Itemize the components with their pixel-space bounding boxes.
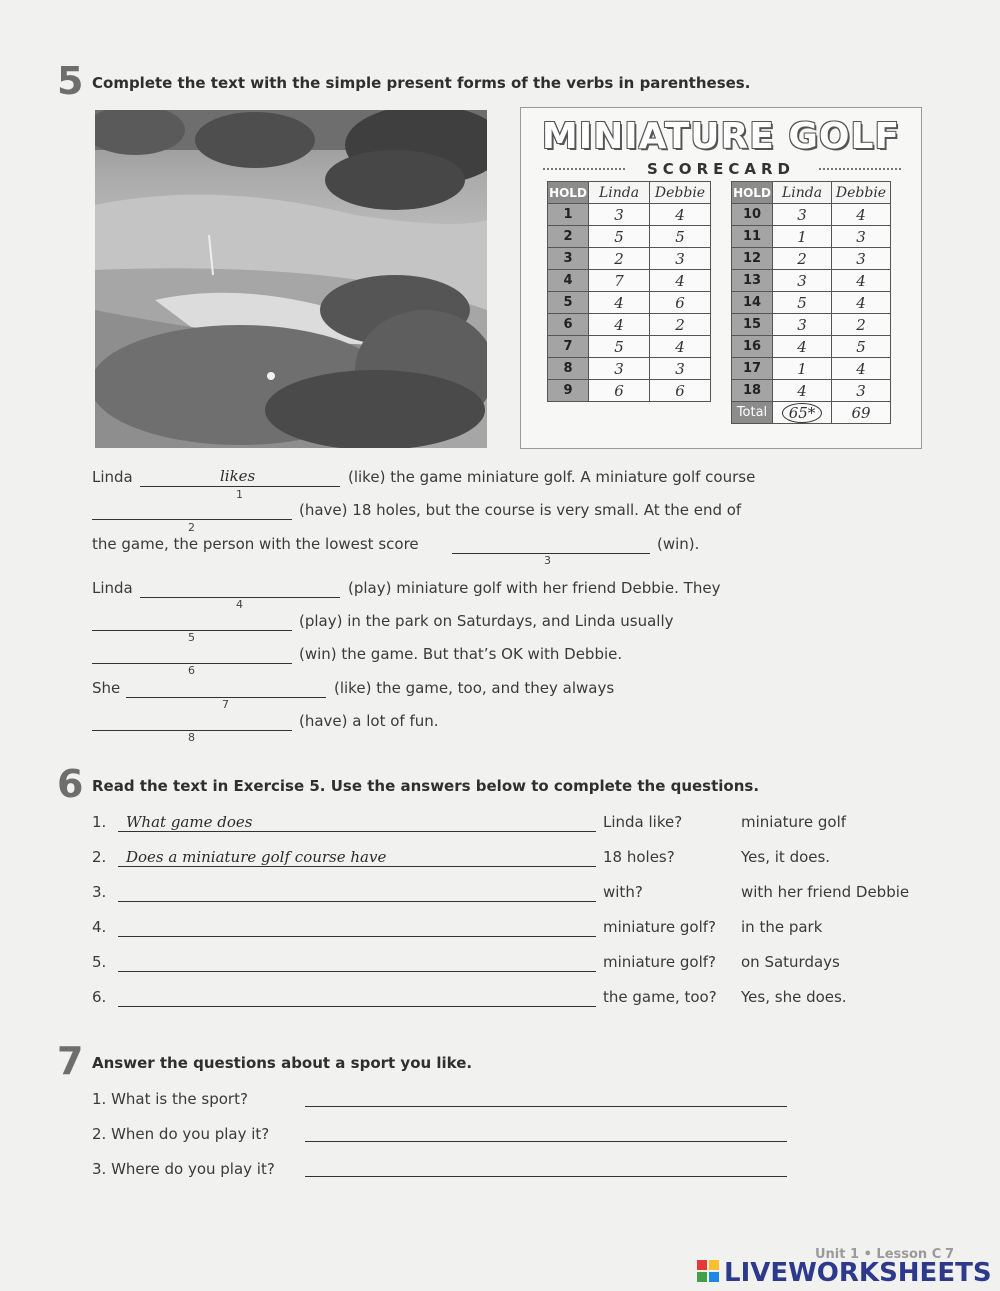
question-blank-5[interactable] (118, 971, 596, 972)
scorecard-table-right (731, 181, 891, 424)
question-answer-2: Does a miniature golf course have (126, 848, 387, 866)
blank-number: 5 (188, 631, 195, 644)
answer-cue: on Saturdays (741, 953, 840, 971)
mini-golf-photo (95, 110, 487, 448)
page-reference: Unit 1 • Lesson C (815, 1247, 942, 1262)
blank-number: 6 (188, 664, 195, 677)
question-end: Linda like? (603, 813, 683, 831)
ex5-text: Linda (92, 579, 133, 597)
sport-answer-2[interactable] (305, 1141, 787, 1142)
header-hold: HOLD (548, 182, 589, 204)
ex5-text: the game, the person with the lowest score (92, 535, 419, 553)
liveworksheets-logo: LIVEWORKSHEETS (724, 1258, 992, 1288)
exercise-7-number: 7 (57, 1039, 84, 1083)
table-row: 4 7 4 (548, 270, 711, 292)
question-end: miniature golf? (603, 953, 716, 971)
table-row: 18 4 3 (732, 380, 891, 402)
ex5-text: She (92, 679, 121, 697)
answer-cue: miniature golf (741, 813, 847, 831)
answer-cue: with her friend Debbie (741, 883, 910, 901)
header-hold: HOLD (732, 182, 773, 204)
table-row: 15 3 2 (732, 314, 891, 336)
exercise-5-instruction: Complete the text with the simple present forms of the verbs in parentheses. (92, 74, 751, 92)
total-debbie: 69 (832, 402, 891, 424)
item-number: 6. (92, 988, 107, 1006)
ex5-text: (win) the game. But that’s OK with Debbie. (299, 645, 623, 663)
question-end: the game, too? (603, 988, 717, 1006)
table-row: 17 1 4 (732, 358, 891, 380)
question-blank-3[interactable] (118, 901, 596, 902)
header-linda: Linda (773, 182, 832, 204)
scorecard-table-left (547, 181, 711, 402)
blank-number: 2 (188, 521, 195, 534)
table-row: 10 3 4 (732, 204, 891, 226)
page-number: 7 (945, 1247, 955, 1262)
table-row: 9 6 6 (548, 380, 711, 402)
item-number: 3. (92, 883, 107, 901)
header-debbie: Debbie (650, 182, 711, 204)
blank-number: 3 (544, 554, 551, 567)
scorecard-title: MINIATURE GOLF (541, 116, 901, 157)
sport-answer-1[interactable] (305, 1106, 787, 1107)
scorecard (520, 107, 922, 449)
ex5-text: (have) 18 holes, but the course is very small. At the end of (299, 501, 742, 519)
blank-number: 7 (222, 698, 229, 711)
table-row: 5 4 6 (548, 292, 711, 314)
blank-number: 1 (236, 488, 243, 501)
table-row: 2 5 5 (548, 226, 711, 248)
table-row: 16 4 5 (732, 336, 891, 358)
answer-blank-2[interactable] (92, 519, 292, 520)
exercise-5-number: 5 (57, 59, 84, 103)
answer-blank-1[interactable] (140, 486, 340, 487)
item-number: 1. (92, 813, 107, 831)
table-row: 11 1 3 (732, 226, 891, 248)
total-row (732, 402, 891, 424)
table-row: 3 2 3 (548, 248, 711, 270)
item-number: 2. (92, 848, 107, 866)
sport-answer-3[interactable] (305, 1176, 787, 1177)
header-linda: Linda (589, 182, 650, 204)
answer-cue: Yes, it does. (741, 848, 831, 866)
table-row: 12 2 3 (732, 248, 891, 270)
ex5-text: (play) in the park on Saturdays, and Linda usually (299, 612, 674, 630)
total-label: Total (732, 402, 773, 424)
question-blank-2[interactable] (118, 866, 596, 867)
question-blank-4[interactable] (118, 936, 596, 937)
table-row: 7 5 4 (548, 336, 711, 358)
exercise-6-number: 6 (57, 762, 84, 806)
answer-blank-3[interactable] (452, 553, 650, 554)
ex5-text: (like) the game miniature golf. A miniature golf course (348, 468, 756, 486)
question-end: with? (603, 883, 643, 901)
answer-1: likes (220, 467, 256, 485)
table-row: 8 3 3 (548, 358, 711, 380)
question-end: 18 holes? (603, 848, 675, 866)
answer-cue: Yes, she does. (741, 988, 847, 1006)
sport-question-2: 2. When do you play it? (92, 1125, 270, 1143)
blank-number: 4 (236, 598, 243, 611)
table-row: 6 4 2 (548, 314, 711, 336)
question-end: miniature golf? (603, 918, 716, 936)
blank-number: 8 (188, 731, 195, 744)
ex5-text: Linda (92, 468, 133, 486)
liveworksheets-logo-icon (697, 1260, 719, 1282)
table-row: 13 3 4 (732, 270, 891, 292)
exercise-6-instruction: Read the text in Exercise 5. Use the answers below to complete the questions. (92, 777, 760, 795)
ex5-text: (play) miniature golf with her friend Debbie. They (348, 579, 721, 597)
question-blank-1[interactable] (118, 831, 596, 832)
exercise-7-instruction: Answer the questions about a sport you like. (92, 1054, 473, 1072)
ex5-text: (have) a lot of fun. (299, 712, 439, 730)
question-blank-6[interactable] (118, 1006, 596, 1007)
scorecard-subtitle: SCORECARD (647, 160, 795, 178)
ex5-text: (win). (657, 535, 700, 553)
table-row: 1 3 4 (548, 204, 711, 226)
item-number: 4. (92, 918, 107, 936)
answer-cue: in the park (741, 918, 823, 936)
ex5-text: (like) the game, too, and they always (334, 679, 615, 697)
sport-question-1: 1. What is the sport? (92, 1090, 248, 1108)
question-answer-1: What game does (126, 813, 253, 831)
total-linda: 65* (782, 403, 823, 423)
item-number: 5. (92, 953, 107, 971)
table-row: 14 5 4 (732, 292, 891, 314)
header-debbie: Debbie (832, 182, 891, 204)
sport-question-3: 3. Where do you play it? (92, 1160, 275, 1178)
